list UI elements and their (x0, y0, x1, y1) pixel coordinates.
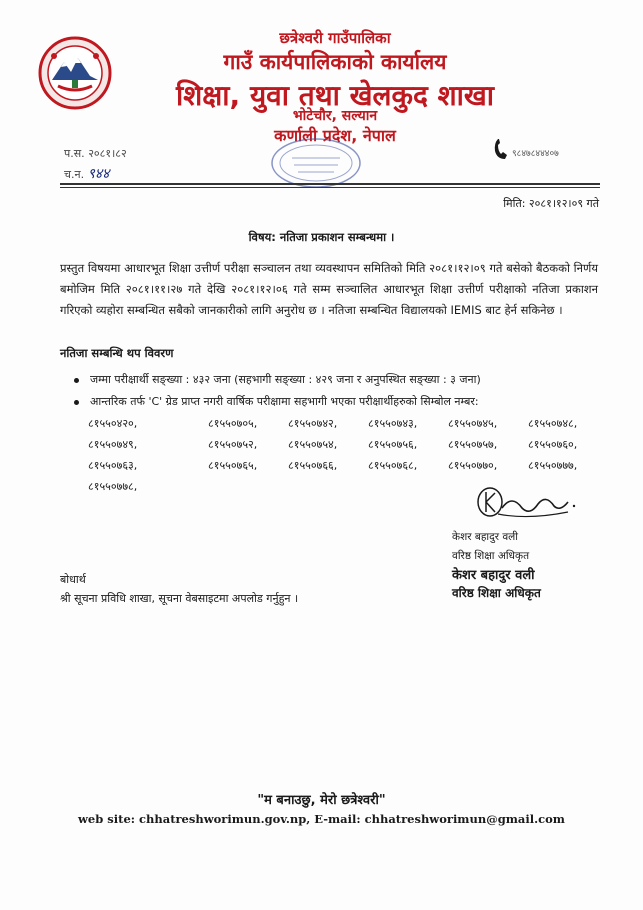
ps-label: प.स. (64, 147, 85, 160)
symbol-number: ८१५५०७४५, (448, 417, 498, 430)
symbol-number: ८१५५०७४३, (368, 417, 418, 430)
patra-sankhya (64, 146, 127, 161)
symbol-number: ८१५५०७६५, (208, 459, 258, 472)
symbol-number: ८१५५०७७०, (448, 459, 498, 472)
nepal-emblem-icon (38, 36, 112, 110)
bullet-text: आन्तरिक तर्फ 'C' ग्रेड प्राप्त नगरी वार्षिक परीक्षामा सहभागी भएका परीक्षार्थीहरुको सिम्बोल नम्बर: (90, 395, 479, 408)
chalani-number (64, 164, 109, 183)
ps-value: २०८१।८२ (88, 147, 127, 160)
header-divider-thin (60, 187, 600, 188)
symbol-number: ८१५५०७६८, (368, 459, 418, 472)
symbol-number: ८१५५०७४९, (88, 438, 138, 451)
symbol-number: ८१५५०७७८, (88, 480, 138, 493)
letter-subject: विषय: नतिजा प्रकाशन सम्बन्धमा । (248, 230, 395, 244)
signatory-title: वरिष्ठ शिक्षा अधिकृत (452, 550, 530, 562)
letter-body: प्रस्तुत विषयमा आधारभूत शिक्षा उत्तीर्ण परीक्षा सञ्चालन तथा व्यवस्थापन समितिको मिति २०८१।१२।०९ गते बसेको बैठकको निर्णय बमोजिम मिति २०८१।११।२७ गते देखि २०८१।१२।०६ गते सम्म सञ्चालित आधारभूत शिक्षा उत्तीर्ण परीक्षाको नतिजा प्रकाशन गरिएको व्यहोरा सम्बन्धित सबैको जानकारीको लागि अनुरोध छ । नतिजा सम्बन्धित विद्यालयको IEMIS बाट हेर्न सकिनेछ । (60, 261, 598, 317)
bullet-text: जम्मा परीक्षार्थी सङ्ख्या : ४३२ जना (सहभागी सङ्ख्या : ४२९ जना र अनुपस्थित सङ्ख्या : ३ जना) (90, 373, 481, 386)
signature-icon (468, 484, 580, 530)
symbol-number: ८१५५०४२०, (88, 417, 138, 430)
province-line: कर्णाली प्रदेश, नेपाल (274, 126, 396, 145)
symbol-number: ८१५५०७४२, (288, 417, 338, 430)
details-title: नतिजा सम्बन्धि थप विवरण (60, 346, 174, 360)
stamp-signatory-title: वरिष्ठ शिक्षा अधिकृत (452, 586, 541, 600)
symbol-number: ८१५५०७५७, (448, 438, 498, 451)
cc-recipient: श्री सूचना प्रविधि शाखा, सूचना वेबसाइटमा अपलोड गर्नुहुन । (60, 592, 299, 605)
municipality-name: छत्रेश्वरी गाउँपालिका (279, 29, 391, 47)
footer-slogan: "म बनाउछु, मेरो छत्रेश्वरी" (257, 793, 386, 808)
letter-date: मिति: २०८१।१२।०९ गते (503, 197, 599, 210)
symbol-number: ८१५५०७७७, (528, 459, 578, 472)
symbol-number: ८१५५०७६६, (288, 459, 338, 472)
bullet-icon (74, 400, 79, 405)
cn-value: ९४४ (87, 166, 110, 182)
office-name: गाउँ कार्यपालिकाको कार्यालय (223, 50, 447, 74)
symbol-number-list (88, 415, 598, 495)
cn-label: च.न. (64, 168, 85, 181)
symbol-number: ८१५५०७४८, (528, 417, 578, 430)
symbol-number: ८१५५०७६३, (88, 459, 138, 472)
symbol-number: ८१५५०७६०, (528, 438, 578, 451)
stamp-signatory-name: केशर बहादुर वली (452, 568, 535, 583)
phone-icon (493, 137, 509, 161)
phone-number: ९८४७८४४४०७ (512, 149, 559, 159)
signatory-name: केशर बहादुर वली (452, 531, 519, 543)
symbol-number: ८१५५०७५४, (288, 438, 338, 451)
symbol-number: ८१५५०७०५, (208, 417, 258, 430)
symbol-number: ८१५५०७५२, (208, 438, 258, 451)
header-divider (60, 183, 600, 185)
footer-contact: web site: chhatreshworimun.gov.np, E-mail: chhatreshworimun@gmail.com (78, 812, 565, 826)
address-line: भोटेचौर, सल्यान (292, 108, 378, 124)
bullet-icon (74, 378, 79, 383)
branch-name: शिक्षा, युवा तथा खेलकुद शाखा (175, 79, 495, 112)
symbol-number: ८१५५०७५६, (368, 438, 418, 451)
cc-label: बोधार्थ (60, 573, 86, 586)
